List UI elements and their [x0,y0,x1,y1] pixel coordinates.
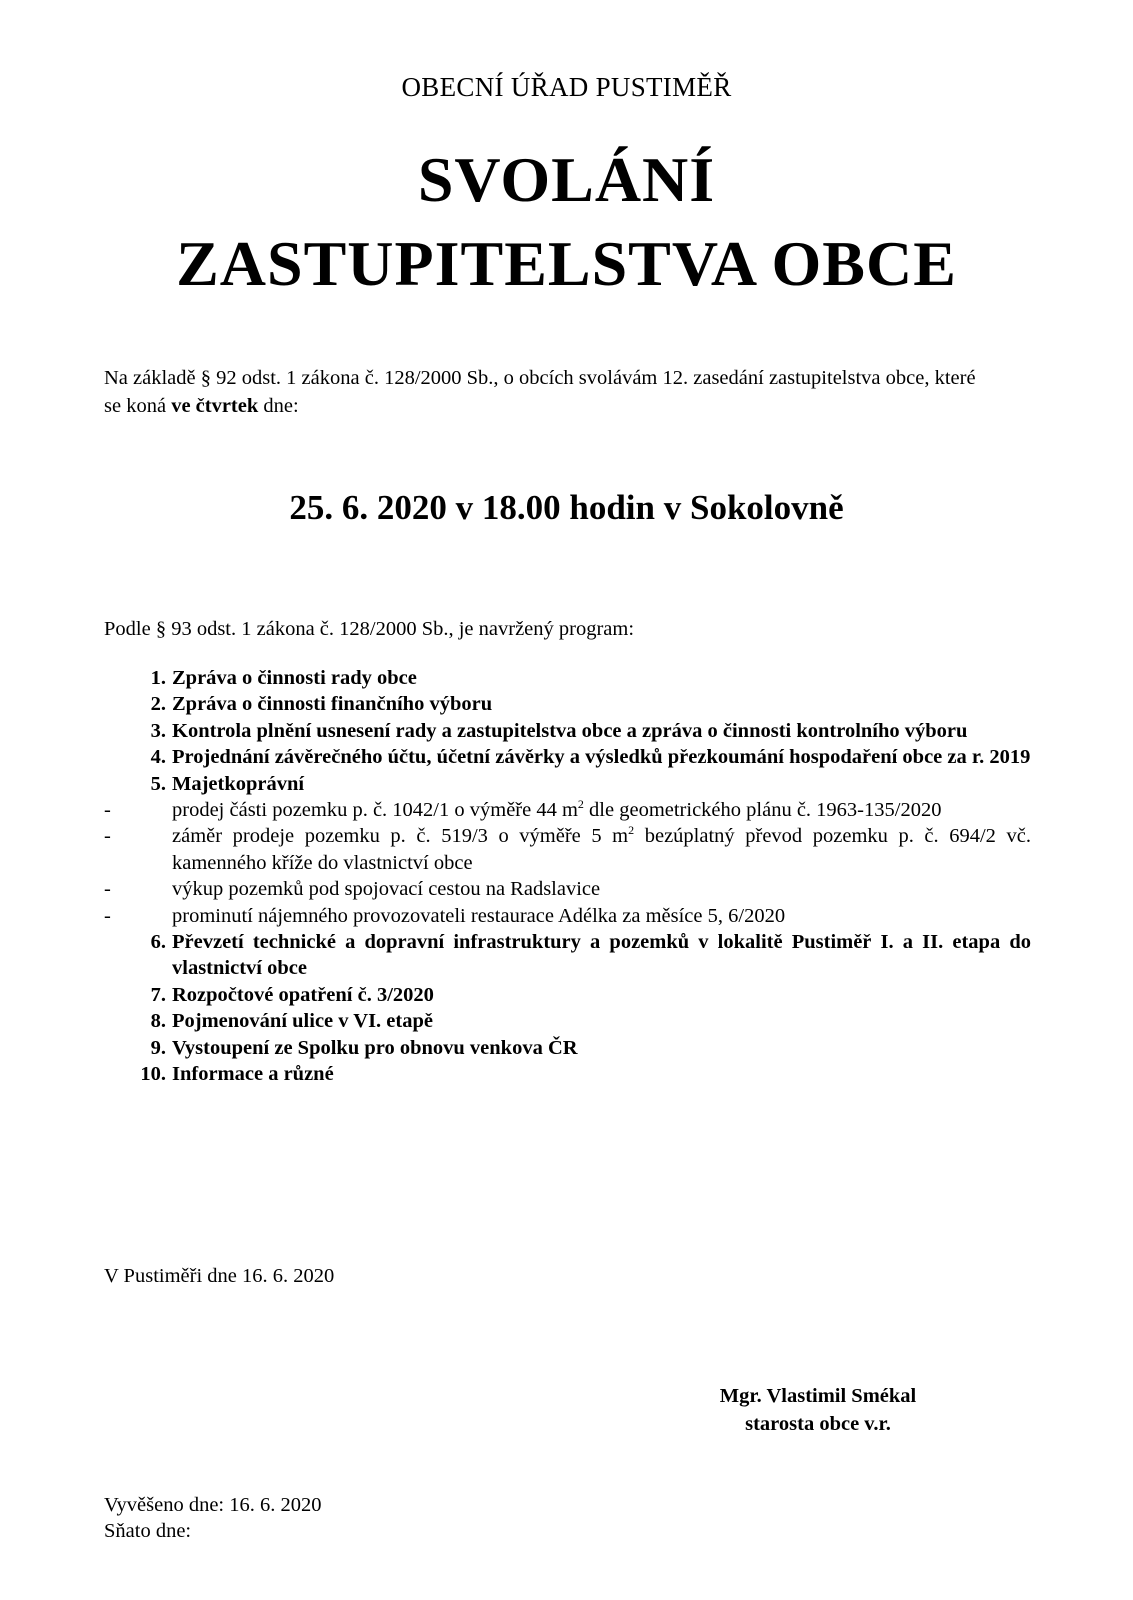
agenda-item-number: 3. [150,719,166,742]
subitem-text-start: prodej části pozemku p. č. 1042/1 o výměře 44 m [172,799,578,822]
agenda-item [104,665,1031,691]
agenda-item [104,718,1031,744]
agenda-subitem-text: prominutí nájemného provozovateli restaurace Adélka za měsíce 5, 6/2020 [172,904,786,927]
agenda-subitem-dash: - [104,799,111,822]
agenda-item [104,1035,1031,1061]
office-heading: OBECNÍ ÚŘAD PUSTIMĚŘ [401,72,732,102]
agenda-subitem-text: výkup pozemků pod spojovací cestou na Radslavice [172,878,601,901]
agenda-item-number: 2. [150,693,166,716]
agenda-subitem-dash: - [104,825,111,848]
agenda-subitem-dash: - [104,878,111,901]
agenda-item-text: Kontrola plnění usnesení rady a zastupitelstva obce a zpráva o činnosti kontrolního výboru [172,719,968,742]
agenda-item-number: 5. [150,772,166,795]
agenda-item-number: 10. [140,1063,166,1086]
agenda-subitem-text [172,797,1031,823]
agenda-item [104,982,1031,1008]
agenda-intro: Podle § 93 odst. 1 zákona č. 128/2000 Sb., je navržený program: [104,618,635,640]
intro-text-start: Na základě § 92 odst. 1 zákona č. 128/2000 Sb., o obcích svolávám 12. zasedání zastupitelstva obce, které se koná [104,367,976,417]
agenda-item-number: 1. [150,667,166,689]
agenda-item-text: Vystoupení ze Spolku pro obnovu venkova ČR [172,1036,578,1059]
signatory-name: Mgr. Vlastimil Smékal [719,1385,917,1407]
agenda-item-text: Projednání závěrečného účtu, účetní závěrky a výsledků přezkoumání hospodaření obce za r. 2019 [172,746,1031,769]
place-and-date: V Pustiměři dne 16. 6. 2020 [104,1265,335,1287]
agenda-item [104,744,1031,770]
agenda-list [104,665,1031,1088]
agenda-subitem-text [172,823,1031,876]
subitem-text-end: dle geometrického plánu č. 1963-135/2020 [583,799,942,822]
agenda-item-text: Zpráva o činnosti finančního výboru [172,693,493,716]
signature-block [703,1382,933,1438]
agenda-item-text: Informace a různé [172,1063,334,1086]
agenda-item-text: Majetkoprávní [172,772,305,795]
intro-text-end: dne: [258,395,299,417]
agenda-subitem [104,903,1031,929]
agenda-item-text: Rozpočtové opatření č. 3/2020 [172,983,434,1006]
agenda-item [104,1008,1031,1034]
agenda-item [104,929,1031,982]
agenda-item-number: 4. [150,746,166,769]
signatory-role: starosta obce v.r. [745,1413,891,1435]
intro-bold-day: ve čtvrtek [171,395,259,417]
agenda-item-text: Zpráva o činnosti rady obce [172,667,417,689]
agenda-item [104,691,1031,717]
agenda-subitem [104,797,1031,823]
agenda-item [104,771,1031,797]
posting-info [104,1492,322,1544]
title-line-2: ZASTUPITELSTVA OBCE [176,228,957,299]
agenda-item [104,1061,1031,1087]
agenda-item-number: 6. [150,931,166,954]
posted-date: Vyvěšeno dne: 16. 6. 2020 [104,1494,322,1516]
agenda-subitem [104,876,1031,902]
agenda-item-text: Převzetí technické a dopravní infrastruktury a pozemků v lokalitě Pustiměř I. a II. etapa do vlastnictví obce [172,931,1031,980]
agenda-item-number: 8. [150,1010,166,1033]
agenda-subitem [104,823,1031,876]
subitem-text-end: bezúplatný převod pozemku p. č. 694/2 vč. kamenného kříže do vlastnictví obce [172,825,1031,874]
title-line-1: SVOLÁNÍ [417,144,716,215]
superscript-2: 2 [628,823,635,838]
document-title [0,138,1133,306]
intro-paragraph [104,364,994,420]
agenda-item-number: 9. [150,1036,166,1059]
agenda-subitem-dash: - [104,904,111,927]
meeting-date: 25. 6. 2020 v 18.00 hodin v Sokolovně [289,488,844,527]
agenda-item-text: Pojmenování ulice v VI. etapě [172,1010,433,1033]
removed-date: Sňato dne: [104,1520,192,1542]
agenda-item-number: 7. [150,983,166,1006]
superscript-2: 2 [577,797,584,812]
subitem-text-start: záměr prodeje pozemku p. č. 519/3 o výměře 5 m [172,825,629,848]
